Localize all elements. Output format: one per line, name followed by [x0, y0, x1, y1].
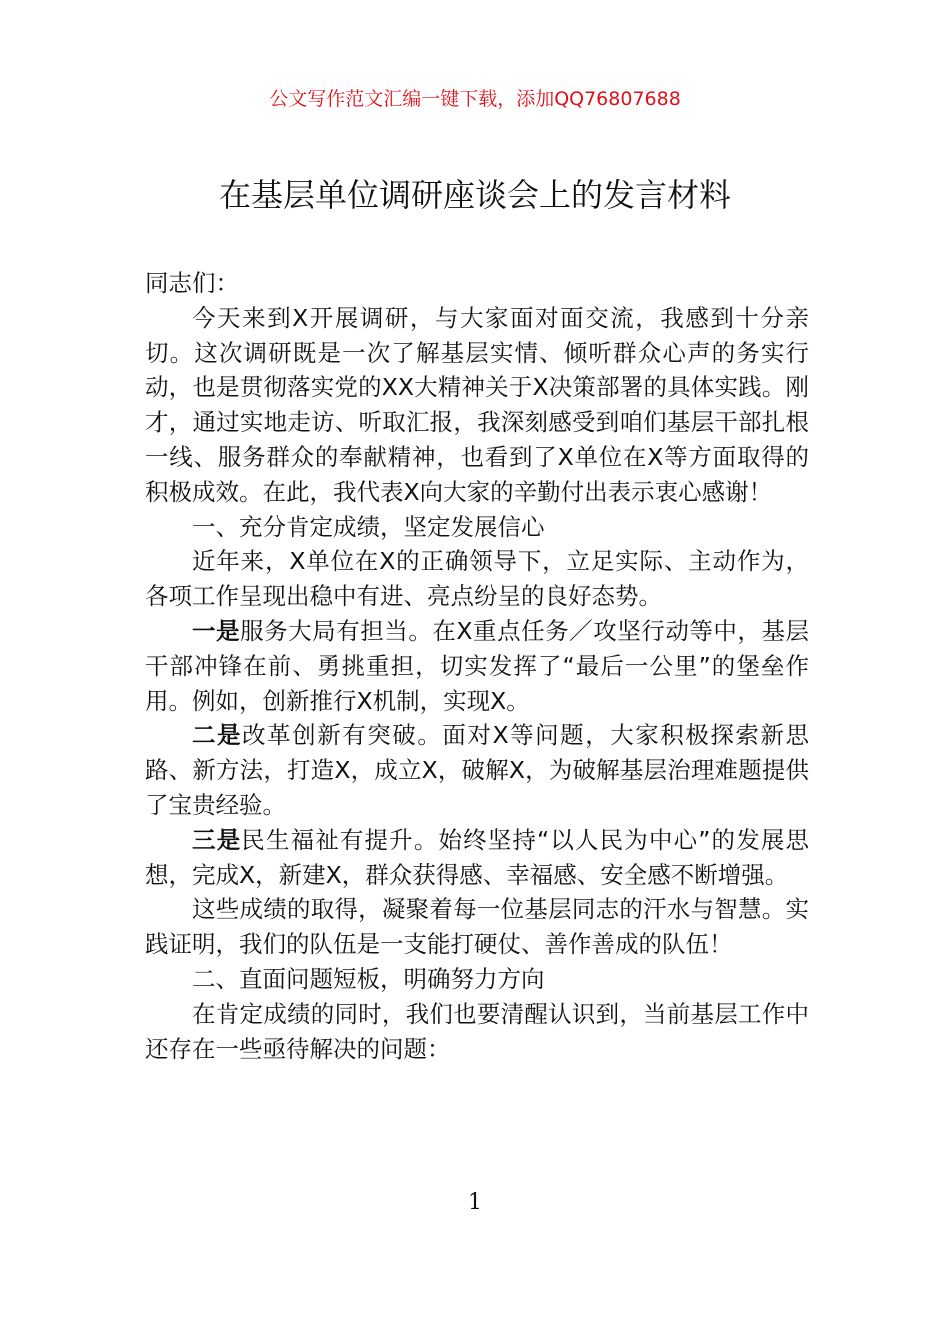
header-download-note: 公文写作范文汇编一键下载，添加QQ76807688 — [269, 88, 681, 110]
salutation: 同志们： — [145, 269, 239, 297]
point-label: 一是 — [192, 616, 241, 645]
section-heading-2: 二、直面问题短板，明确努力方向 — [192, 964, 545, 993]
intro-paragraph: 今天来到X开展调研，与大家面对面交流，我感到十分亲切。这次调研既是一次了解基层实情、倾听群众心声的务实行动，也是贯彻落实党的XX大精神关于X决策部署的具体实践。刚才，通过实地走访、听取汇报，我深刻感受到咱们基层干部扎根一线、服务群众的奉献精神，也看到了X单位在X等方面取得的积极成效。在此，我代表X向大家的辛勤付出表示衷心感谢！ — [145, 303, 809, 506]
point-text: 改革创新有突破。面对X等问题，大家积极探索新思路、新方法，打造X，成立X，破解X，为破解基层治理难题提供了宝贵经验。 — [145, 721, 809, 819]
document-body — [145, 266, 809, 1066]
page-title: 在基层单位调研座谈会上的发言材料 — [218, 176, 731, 214]
section1-lead-paragraph: 近年来，X单位在X的正确领导下，立足实际、主动作为，各项工作呈现出稳中有进、亮点纷呈的良好态势。 — [145, 547, 809, 611]
section1-conclusion-paragraph: 这些成绩的取得，凝聚着每一位基层同志的汗水与智慧。实践证明，我们的队伍是一支能打硬仗、善作善成的队伍！ — [145, 895, 809, 959]
point-paragraph-2 — [145, 718, 809, 822]
page-number: 1 — [468, 1190, 482, 1215]
point-label: 三是 — [192, 825, 242, 854]
section2-lead-paragraph: 在肯定成绩的同时，我们也要清醒认识到，当前基层工作中还存在一些亟待解决的问题： — [145, 999, 809, 1063]
point-label: 二是 — [192, 721, 243, 750]
point-text: 服务大局有担当。在X重点任务／攻坚行动等中，基层干部冲锋在前、勇挑重担，切实发挥了“最后一公里”的堡垒作用。例如，创新推行X机制，实现X。 — [145, 616, 809, 715]
point-text: 民生福祉有提升。始终坚持“以人民为中心”的发展思想，完成X，新建X，群众获得感、幸福感、安全感不断增强。 — [145, 825, 809, 889]
point-paragraph-3 — [145, 823, 809, 893]
section-heading-1: 一、充分肯定成绩，坚定发展信心 — [192, 512, 545, 541]
point-paragraph-1 — [145, 614, 809, 718]
